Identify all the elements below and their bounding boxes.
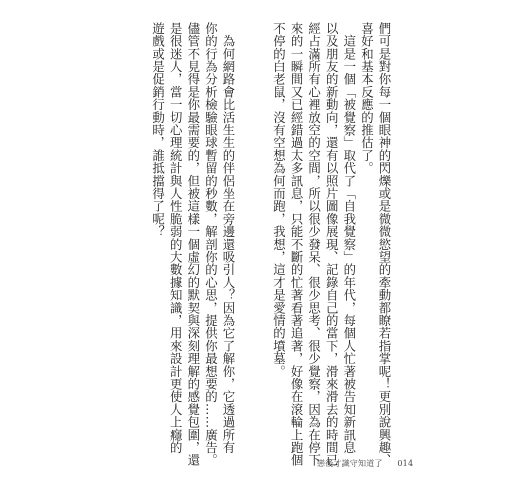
text-column: 不停的白老鼠，沒有空想為何而跑，我想，這才是愛情的墳墓。 [271, 22, 287, 378]
text-column: 們可是對你每一個眼神的閃爍或是微微慾望的牽動都瞭若指掌呢！更別說興趣、 [377, 22, 392, 467]
text-column: 經占滿所有心裡放空的空間，所以很少發呆、很少思考、很少覺察，因為在停下 [306, 22, 322, 467]
text-column: 以及朋友的新動向，還有以照片圖像展現、記錄自己的當下，滑來滑去的時間已 [324, 22, 340, 467]
text-block-upper [270, 22, 393, 467]
text-column: 是很迷人，當一切心理統計與人性脆弱的大數據知識，用來設計更使人上癮的 [168, 22, 184, 454]
text-column: 這是一個「被覺察」取代了「自我覺察」的年代，每個人忙著被告知新訊息 [341, 22, 357, 454]
running-title: 戀後才識守知道了 [317, 459, 383, 468]
text-block-lower [149, 22, 237, 467]
text-column: 你的行為分析檢驗眼球暫留的秒數，解剖你的心思，提供你最想要的……廣告。 [203, 22, 219, 467]
text-column: 儘管不見得是你最需要的，但被這樣一個虛幻的默契與深刻理解的感覺包圍，還 [185, 22, 201, 467]
text-column: 遊戲或是促銷行動時，誰抵擋得了呢？ [150, 22, 166, 238]
page-footer [317, 458, 413, 469]
page-number: 014 [397, 459, 414, 468]
text-column: 喜好和基本反應的推估了。 [359, 22, 375, 175]
text-column: 為何網路會比活生生的伴侶坐在旁邊還吸引人？因為它了解你，它透過所有 [221, 22, 236, 454]
text-column: 來的一瞬間又已經錯過太多訊息，只能不斷的忙著看著追著，好像在滾輪上跑個 [289, 22, 305, 467]
